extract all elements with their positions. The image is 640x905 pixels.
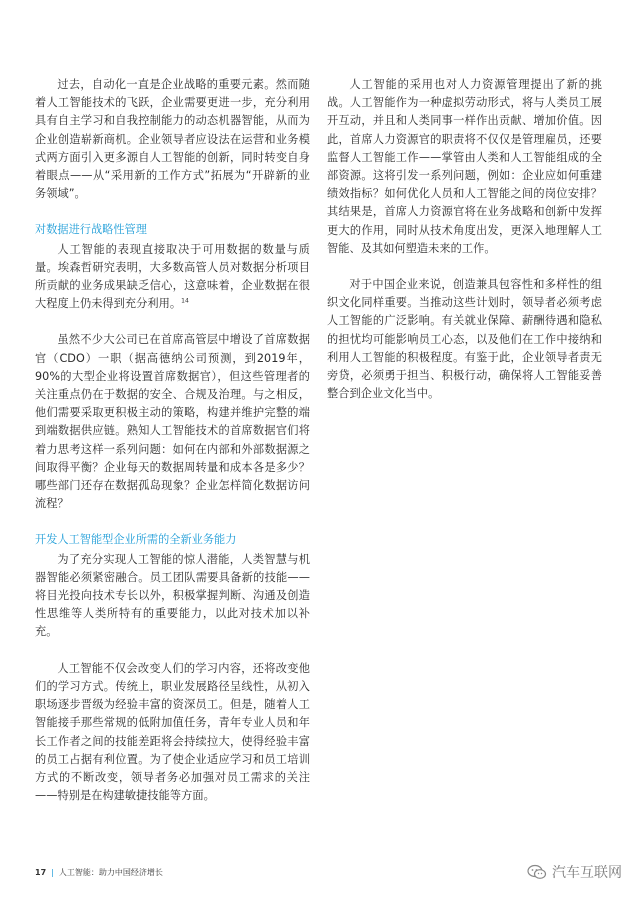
paragraph-data-quality-text: 人工智能的表现直接取决于可用数据的数量与质量。埃森哲研究表明，大多数高管人员对数据分析项目所贡献的业务成果缺乏信心，这意味着，企业数据在很大程度上仍未得到充分利用。: [35, 242, 310, 311]
section-heading-new-capabilities: 开发人工智能型企业所需的全新业务能力: [35, 533, 237, 547]
watermark-text: 汽车互联网: [552, 865, 622, 881]
section-heading-data-management: 对数据进行战略性管理: [35, 223, 147, 237]
wechat-icon: [527, 864, 547, 880]
paragraph-culture: 对于中国企业来说，创造兼具包容性和多样性的组织文化同样重要。当推动这些计划时，领导者必须考虑人工智能的广泛影响。有关就业保障、薪酬待遇和隐私的担忧均可能影响员工心态，以及他们在工作中接纳和利用人工智能的积极程度。有鉴于此，企业领导者责无旁贷，必须勇于担当、积极行动，确保将人工智能妥善整合到企业文化当中。: [327, 278, 602, 401]
paragraph-data-quality: [35, 241, 310, 314]
footer-separator: |: [51, 868, 54, 877]
paragraph-human-machine: 为了充分实现人工智能的惊人潜能，人类智慧与机器智能必须紧密融合。员工团队需要具备新的技能——将目光投向技术专长以外，积极掌握判断、沟通及创造性思维等人类所特有的重要能力，以此对技术加以补充。: [35, 552, 310, 639]
paragraph-cdo: 虽然不少大公司已在首席高管层中增设了首席数据官（CDO）一职（据高德纳公司预测，到2019年，90%的大型企业将设置首席数据官），但这些管理者的关注重点仍在于数据的安全、合规及治理。与之相反，他们需要采取更积极主动的策略，构建并维护完整的端到端数据供应链。熟知人工智能技术的首席数据官们将着力思考这样一系列问题：如何在内部和外部数据源之间取得平衡？企业每天的数据周转量和成本各是多少？哪些部门还存在数据孤岛现象？企业怎样简化数据访问流程？: [35, 333, 310, 511]
page-number: 17: [35, 868, 47, 877]
page-footer: [35, 867, 163, 878]
footnote-marker: 14: [181, 297, 189, 305]
watermark: [527, 862, 622, 882]
left-column: [35, 76, 310, 823]
paragraph-learning: 人工智能不仅会改变人们的学习内容，还将改变他们的学习方式。传统上，职业发展路径呈线性，从初入职场逐步晋级为经验丰富的资深员工。但是，随着人工智能接手那些常规的低附加值任务，青年专业人员和年长工作者之间的技能差距将会持续拉大，使得经验丰富的员工占据有利位置。为了使企业适应学习和员工培训方式的不断改变，领导者务必加强对员工需求的关注——特别是在构建敏捷技能等方面。: [35, 661, 310, 803]
paragraph-automation: 过去，自动化一直是企业战略的重要元素。然而随着人工智能技术的飞跃，企业需要更进一步，充分利用具有自主学习和自我控制能力的动态机器智能，从而为企业创造崭新商机。企业领导者应设法在运营和业务模式两方面引入更多源自人工智能的创新，同时转变自身着眼点——从“采用新的工作方式”拓展为“开辟新的业务领域”。: [35, 78, 310, 201]
publication-title: 人工智能：助力中国经济增长: [58, 868, 163, 877]
paragraph-hr-management: 人工智能的采用也对人力资源管理提出了新的挑战。人工智能作为一种虚拟劳动形式，将与人类员工展开互动，并且和人类同事一样作出贡献、增加价值。因此，首席人力资源官的职责将不仅仅是管理雇员，还要监督人工智能工作——掌管由人类和人工智能组成的全部资源。这将引发一系列问题，例如：企业应如何重建绩效指标？如何优化人员和人工智能之间的岗位安排？其结果是，首席人力资源官将在业务战略和创新中发挥更大的作用，同时从技术角度出发，更深入地理解人工智能、及其如何塑造未来的工作。: [327, 78, 602, 255]
right-column: [327, 76, 602, 421]
